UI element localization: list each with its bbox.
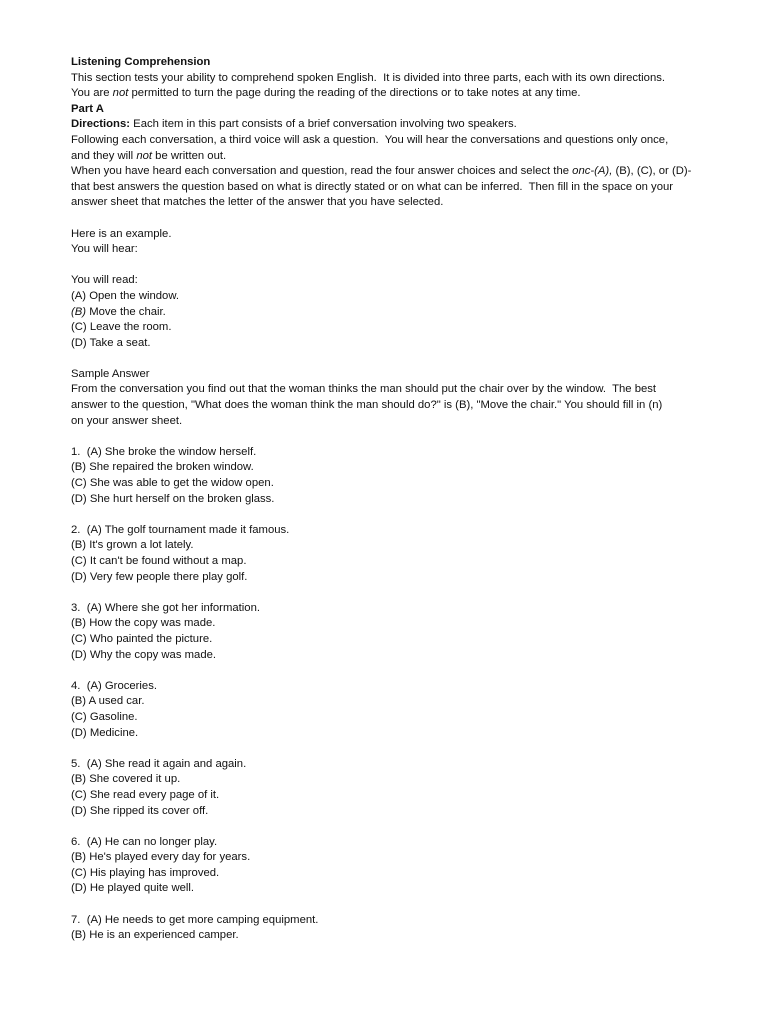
choice-a: 1. (A) She broke the window herself. [71,445,257,458]
sample-answer-label: Sample Answer [71,367,150,380]
directions-line-6: answer sheet that matches the letter of the answer that you have selected. [71,196,444,209]
directions-line-1: Directions: Each item in this part consists of a brief conversation involving two speakers. [71,118,517,131]
choice-a: 5. (A) She read it again and again. [71,757,247,770]
choice-b: (B) She repaired the broken window. [71,461,254,474]
sample-line-3: on your answer sheet. [71,414,183,427]
question-1 [71,445,728,507]
choice-a: 6. (A) He can no longer play. [71,835,218,848]
example-choice-d: (D) Take a seat. [71,336,151,349]
question-7 [71,913,728,944]
choice-b: (B) He's played every day for years. [71,851,251,864]
sample-line-1: From the conversation you find out that the woman thinks the man should put the chair over by the window. The best [71,383,657,396]
choice-c: (C) Who painted the picture. [71,632,213,645]
choice-c: (C) His playing has improved. [71,866,220,879]
choice-a: 3. (A) Where she got her information. [71,601,260,614]
directions-line-5: that best answers the question based on what is directly stated or on what can be inferred. Then fill in the space on your [71,180,674,193]
choice-c: (C) She was able to get the widow open. [71,477,274,490]
directions-line-4: When you have heard each conversation and question, read the four answer choices and select the onc-(A), (B), (C), or (D)- [71,165,692,178]
choice-c: (C) Gasoline. [71,710,138,723]
question-3 [71,601,728,663]
example-choice-c: (C) Leave the room. [71,321,172,334]
choice-a: 4. (A) Groceries. [71,679,158,692]
choice-a: 7. (A) He needs to get more camping equipment. [71,913,319,926]
choice-d: (D) Very few people there play golf. [71,570,248,583]
choice-d: (D) He played quite well. [71,882,195,895]
choice-d: (D) Medicine. [71,726,139,739]
choice-c: (C) It can't be found without a map. [71,555,247,567]
choice-b: (B) She covered it up. [71,773,181,786]
choice-a: 2. (A) The golf tournament made it famous. [71,523,290,536]
choice-b: (B) How the copy was made. [71,617,216,630]
spacer [71,211,728,227]
question-2 [71,523,728,585]
directions-line-2: Following each conversation, a third voice will ask a question. You will hear the conversations and questions only once, [71,133,669,146]
choice-b: (B) He is an experienced camper. [71,929,239,942]
example-choice-b: (B) Move the chair. [71,305,166,318]
spacer [71,258,728,274]
sample-line-2: answer to the question, "What does the woman think the man should do?" is (B), "Move the chair." You should fill in (n) [71,399,663,412]
part-label: Part A [71,102,104,115]
question-6 [71,835,728,897]
question-5 [71,757,728,819]
choice-d: (D) Why the copy was made. [71,648,217,661]
example-line-1: Here is an example. [71,227,172,240]
example-choice-a: (A) Open the window. [71,289,180,302]
choice-d: (D) She hurt herself on the broken glass. [71,492,275,505]
spacer [71,351,728,367]
choice-d: (D) She ripped its cover off. [71,804,209,817]
example-line-2: You will hear: [71,243,138,256]
intro-line-1: This section tests your ability to comprehend spoken English. It is divided into three parts, each with its own directions. [71,71,666,84]
choice-b: (B) A used car. [71,695,145,708]
example-read-label: You will read: [71,274,138,287]
choice-c: (C) She read every page of it. [71,788,220,801]
section-heading: Listening Comprehension [71,56,211,68]
intro-line-2: You are not permitted to turn the page during the reading of the directions or to take notes at any time. [71,87,581,100]
choice-b: (B) It's grown a lot lately. [71,539,194,552]
directions-line-3: and they will not be written out. [71,149,227,162]
question-4 [71,679,728,741]
